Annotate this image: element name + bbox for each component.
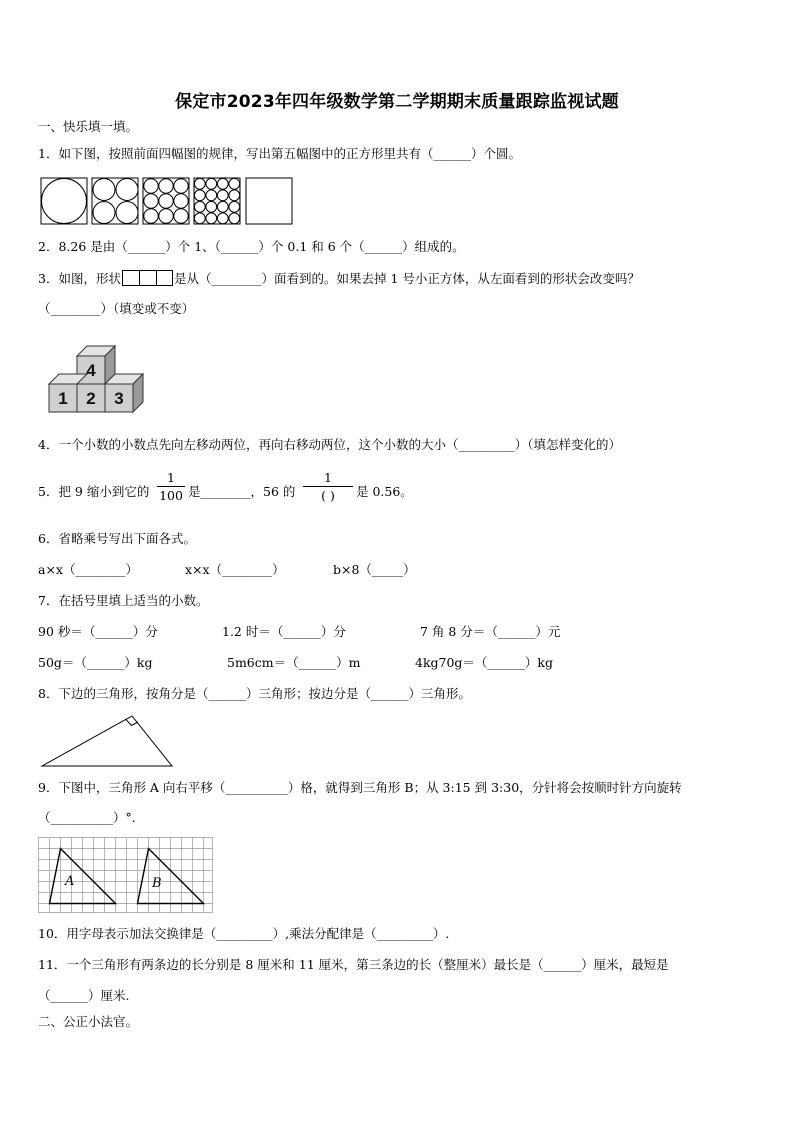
question-7: 7．在括号里填上适当的小数。 (38, 593, 209, 608)
fraction-1-100 (157, 470, 185, 503)
question-11-line1: 11．一个三角形有两条边的长分别是 8 厘米和 11 厘米，第三条边的长（整厘米）最长是（______）厘米，最短是 (38, 957, 669, 972)
fraction-1-numerator: 1 (167, 470, 175, 485)
cube-label-3: 3 (114, 389, 124, 408)
fraction-2-numerator: 1 (324, 470, 332, 485)
question-9-line2: （__________）°. (38, 810, 136, 825)
three-squares-shape (122, 270, 173, 286)
question-8: 8．下边的三角形，按角分是（______）三角形；按边分是（______）三角形。 (38, 686, 471, 701)
question-6-item-c: b×8（_____） (333, 562, 416, 577)
cube-label-4: 4 (86, 361, 96, 380)
question-5-part3: 是 0.56。 (356, 484, 413, 499)
fraction-1-denominator: 100 (159, 488, 183, 503)
page-title: 保定市2023年四年级数学第二学期期末质量跟踪监视试题 (175, 92, 619, 112)
right-triangle-figure (40, 713, 175, 769)
question-4: 4．一个小数的小数点先向左移动两位，再向右移动两位，这个小数的大小（_________）（填怎样变化的） (38, 437, 621, 452)
question-6-item-a: a×x（________） (38, 562, 138, 577)
question-6: 6．省略乘号写出下面各式。 (38, 531, 196, 546)
circle-pattern-figure (40, 177, 296, 227)
grid-triangles-figure (38, 837, 214, 915)
question-7-r1-a: 90 秒＝（______）分 (38, 624, 158, 639)
question-3-prefix: 3．如图，形状 (38, 271, 121, 286)
fraction-2 (303, 470, 353, 503)
triangle-a-label: A (65, 874, 75, 889)
question-9-line1: 9．下图中，三角形 A 向右平移（__________）格，就得到三角形 B；从 3:15 到 3:30，分针将会按顺时针方向旋转 (38, 780, 682, 795)
cube-label-1: 1 (58, 389, 68, 408)
section-two-heading: 二、公正小法官。 (38, 1014, 139, 1029)
question-7-r1-b: 1.2 时＝（______）分 (222, 624, 346, 639)
question-3-suffix: 是从（________）面看到的。如果去掉 1 号小正方体，从左面看到的形状会改变吗？ (173, 271, 640, 286)
question-7-r2-c: 4kg70g＝（______）kg (415, 655, 554, 670)
triangle-b-label: B (152, 876, 162, 891)
section-one-heading: 一、快乐填一填。 (38, 119, 139, 134)
question-7-r2-a: 50g＝（______）kg (38, 655, 153, 670)
question-5-part1: 5．把 9 缩小到它的 (38, 484, 150, 499)
cube-figure (44, 344, 148, 416)
question-3-line2: （________）（填变或不变） (38, 301, 195, 316)
fraction-2-denominator: ( ) (321, 488, 335, 503)
question-1: 1．如下图，按照前面四幅图的规律，写出第五幅图中的正方形里共有（______）个圆。 (38, 146, 521, 161)
question-6-item-b: x×x（________） (185, 562, 285, 577)
question-11-line2: （______）厘米. (38, 988, 130, 1003)
question-2: 2．8.26 是由（______）个 1、（______）个 0.1 和 6 个（______）组成的。 (38, 239, 465, 254)
question-10: 10．用字母表示加法交换律是（_________）,乘法分配律是（_________）. (38, 926, 450, 941)
question-7-r2-b: 5m6cm＝（______）m (227, 655, 361, 670)
question-5-part2: 是________，56 的 (188, 484, 296, 499)
cube-label-2: 2 (86, 389, 96, 408)
question-7-r1-c: 7 角 8 分＝（______）元 (420, 624, 561, 639)
question-3-line1 (38, 270, 640, 288)
